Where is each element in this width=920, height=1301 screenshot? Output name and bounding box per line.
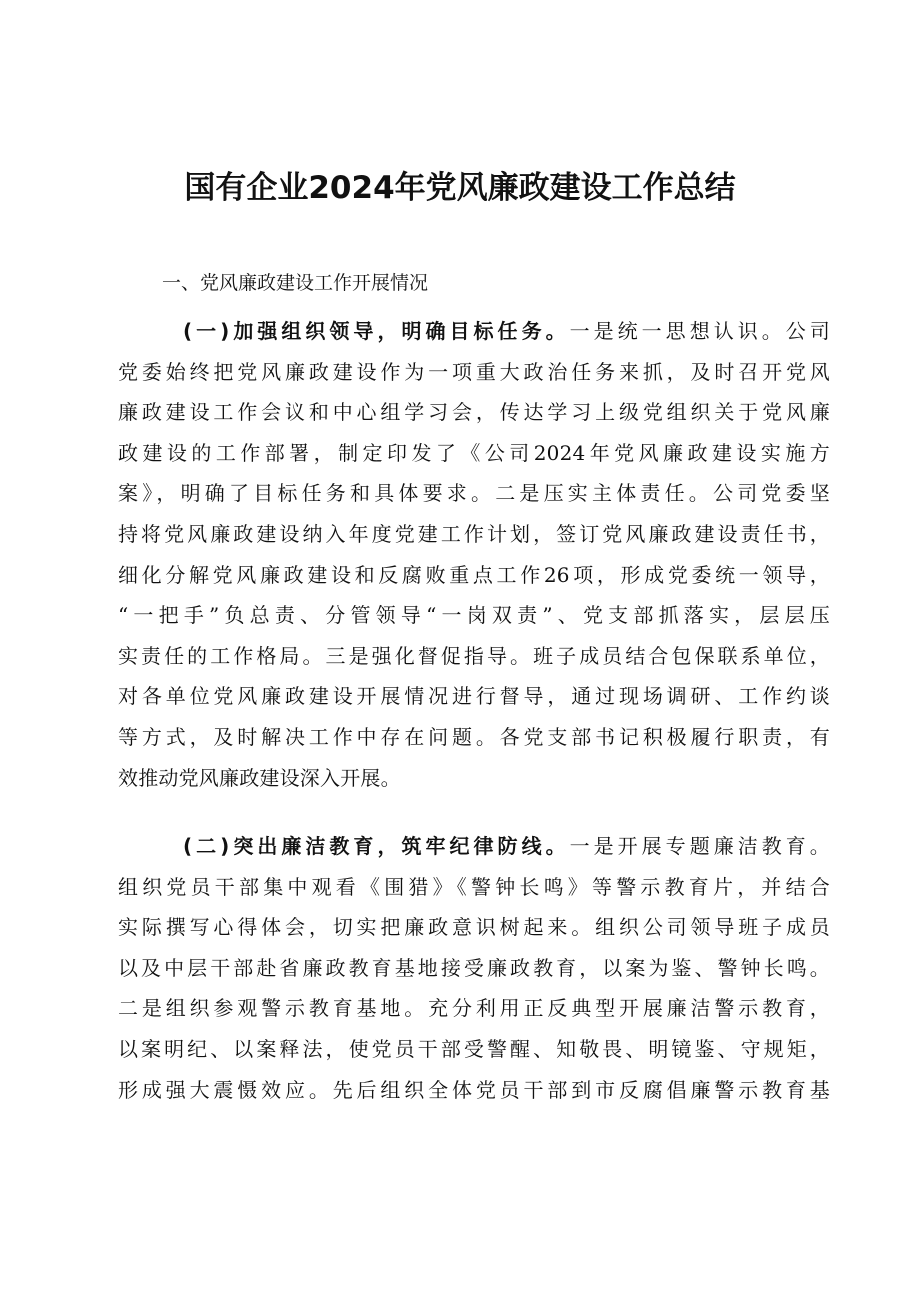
- paragraph-lead: (二)突出廉洁教育，筑牢纪律防线。: [183, 834, 570, 858]
- paragraph-line: 实责任的工作格局。三是强化督促指导。班子成员结合包保联系单位，: [118, 643, 830, 668]
- paragraph-line: 二是组织参观警示教育基地。充分利用正反典型开展廉洁警示教育，: [118, 996, 830, 1021]
- paragraph-line: 廉政建设工作会议和中心组学习会，传达学习上级党组织关于党风廉: [118, 400, 830, 425]
- paragraph-line: 效推动党风廉政建设深入开展。: [118, 765, 401, 790]
- paragraph-organization-leadership: [118, 311, 830, 798]
- paragraph-lead: (一)加强组织领导，明确目标任务。: [183, 319, 570, 343]
- paragraph-text: 一是开展专题廉洁教育。: [569, 834, 830, 858]
- paragraph-line: 以案明纪、以案释法，使党员干部受警醒、知敬畏、明镜鉴、守规矩，: [118, 1036, 830, 1061]
- paragraph-line: 形成强大震慑效应。先后组织全体党员干部到市反腐倡廉警示教育基: [118, 1077, 830, 1102]
- paragraph-line: 等方式，及时解决工作中存在问题。各党支部书记积极履行职责，有: [118, 724, 830, 749]
- paragraph-line: 细化分解党风廉政建设和反腐败重点工作26项，形成党委统一领导，: [118, 562, 830, 587]
- paragraph-integrity-education: [118, 826, 830, 1110]
- section-heading-1: 一、党风廉政建设工作开展情况: [162, 272, 429, 294]
- paragraph-line: 以及中层干部赴省廉政教育基地接受廉政教育，以案为鉴、警钟长鸣。: [118, 955, 830, 980]
- paragraph-text: 一是统一思想认识。公司: [569, 319, 830, 343]
- document-title: 国有企业2024年党风廉政建设工作总结: [184, 170, 736, 206]
- paragraph-line: 对各单位党风廉政建设开展情况进行督导，通过现场调研、工作约谈: [118, 684, 830, 709]
- paragraph-line: 案》，明确了目标任务和具体要求。二是压实主体责任。公司党委坚: [118, 481, 830, 506]
- paragraph-line: [118, 311, 830, 352]
- paragraph-line: [118, 826, 830, 867]
- paragraph-line: 党委始终把党风廉政建设作为一项重大政治任务来抓，及时召开党风: [118, 359, 830, 384]
- paragraph-line: “一把手”负总责、分管领导“一岗双责”、党支部抓落实，层层压: [118, 603, 830, 628]
- paragraph-line: 组织党员干部集中观看《围猎》《警钟长鸣》等警示教育片，并结合: [118, 874, 830, 899]
- paragraph-line: 实际撰写心得体会，切实把廉政意识树起来。组织公司领导班子成员: [118, 915, 830, 940]
- paragraph-line: 持将党风廉政建设纳入年度党建工作计划，签订党风廉政建设责任书，: [118, 521, 830, 546]
- paragraph-line: 政建设的工作部署，制定印发了《公司2024年党风廉政建设实施方: [118, 440, 830, 465]
